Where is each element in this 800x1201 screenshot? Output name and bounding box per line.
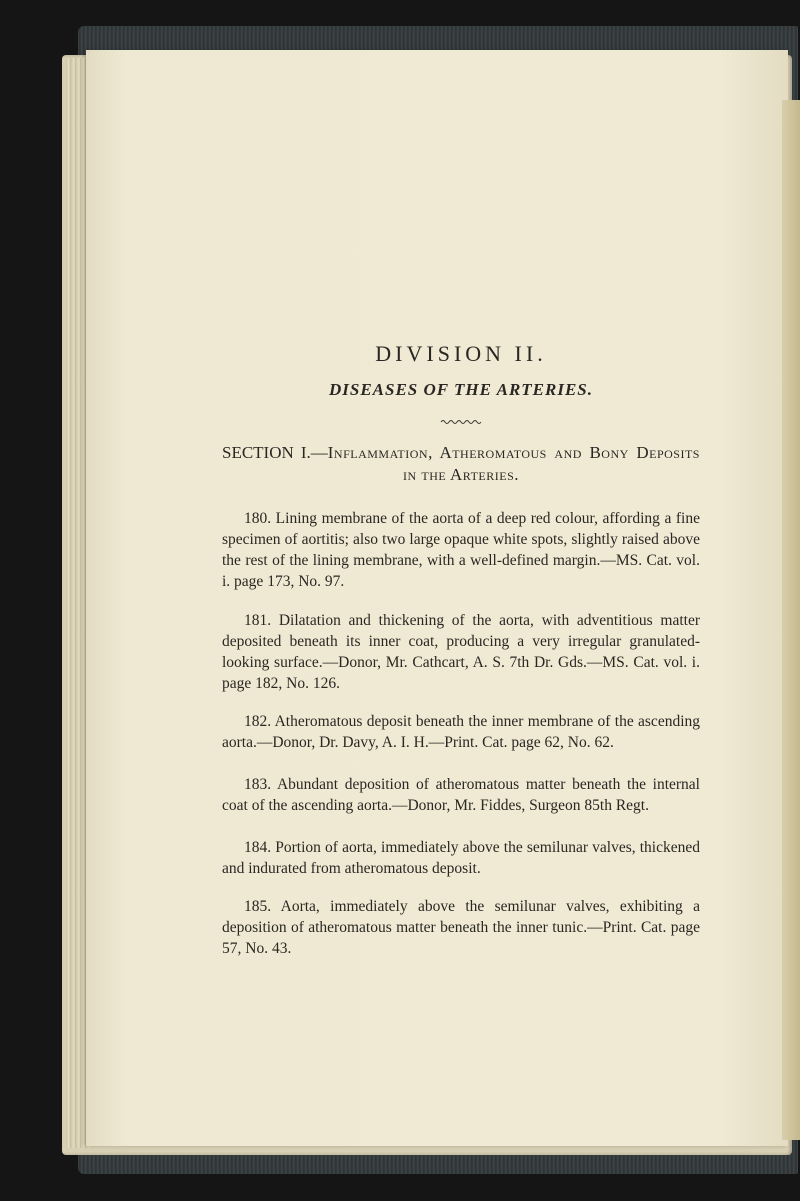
section-label: SECTION I.— <box>222 443 328 462</box>
facing-page-edge <box>782 100 800 1140</box>
division-subtitle: DISEASES OF THE ARTERIES. <box>328 380 594 399</box>
catalogue-entry-183: 183. Abundant deposition of atheromatous matter beneath the internal coat of the ascending aorta.—Donor, Mr. Fiddes, Surgeon 85th Regt. <box>222 776 700 814</box>
page-text <box>222 340 700 959</box>
section-heading <box>222 442 700 486</box>
catalogue-entry-181: 181. Dilatation and thickening of the aorta, with adventitious matter deposited beneath its inner coat, producing a very irregular granulated-looking surface.—Donor, Mr. Cathcart, A. S. 7th Dr. Gds.—MS. Cat. vol. i. page 182, No. 126. <box>222 612 700 692</box>
catalogue-entry-182: 182. Atheromatous deposit beneath the inner membrane of the ascending aorta.—Donor, Dr. Davy, A. I. H.—Print. Cat. page 62, No. 62. <box>222 713 700 751</box>
catalogue-entry-184: 184. Portion of aorta, immediately above the semilunar valves, thickened and indurated from atheromatous deposit. <box>222 839 700 877</box>
division-title: DIVISION II. <box>375 341 547 366</box>
wavy-rule-ornament-icon <box>440 418 482 426</box>
catalogue-entry-185: 185. Aorta, immediately above the semilunar valves, exhibiting a deposition of atheromatous matter beneath the inner tunic.—Print. Cat. page 57, No. 43. <box>222 898 700 957</box>
section-title: Inflammation, Atheromatous and Bony Deposits in the Arteries. <box>327 443 700 484</box>
catalogue-entry-180: 180. Lining membrane of the aorta of a deep red colour, affording a fine specimen of aortitis; also two large opaque white spots, slightly raised above the rest of the lining membrane, with a well-defined margin.—MS. Cat. vol. i. page 173, No. 97. <box>222 510 700 590</box>
